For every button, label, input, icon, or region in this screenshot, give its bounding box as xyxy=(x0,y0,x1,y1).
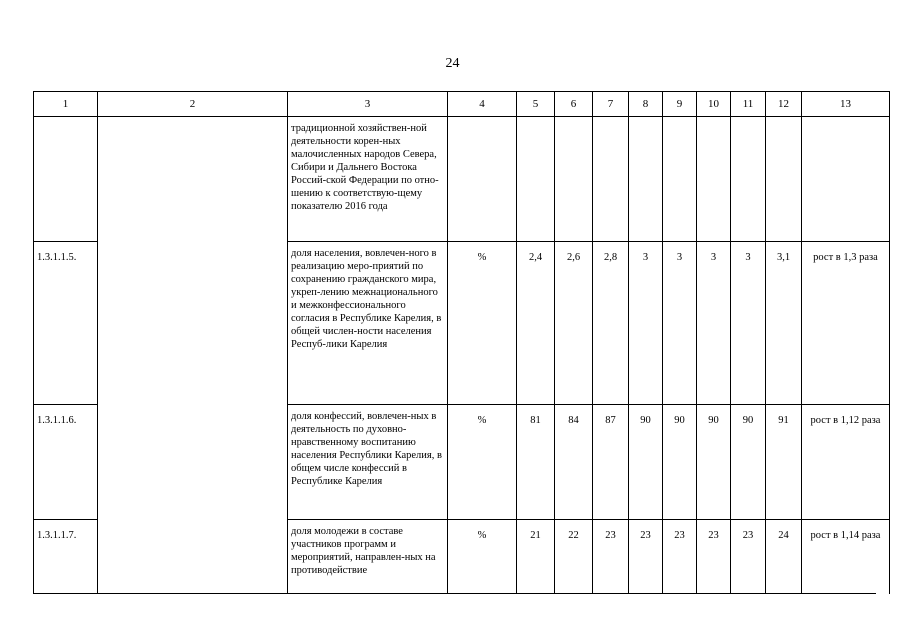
value-cell xyxy=(663,117,697,242)
page-bottom-margin xyxy=(0,594,905,640)
value-cell: 90 xyxy=(697,405,731,520)
value-cell: 90 xyxy=(629,405,663,520)
target-cell: рост в 1,14 раза xyxy=(802,520,890,640)
value-cell xyxy=(766,117,802,242)
value-cell: 90 xyxy=(663,405,697,520)
indicator-code: 1.3.1.1.7. xyxy=(34,520,98,640)
indicator-code: 1.3.1.1.6. xyxy=(34,405,98,520)
header-cell: 4 xyxy=(448,92,517,117)
value-cell xyxy=(697,117,731,242)
unit-cell xyxy=(448,117,517,242)
value-cell: 23 xyxy=(697,520,731,640)
value-cell: 23 xyxy=(731,520,766,640)
value-cell: 84 xyxy=(555,405,593,520)
header-cell: 5 xyxy=(517,92,555,117)
header-cell: 11 xyxy=(731,92,766,117)
header-cell: 8 xyxy=(629,92,663,117)
target-cell: рост в 1,12 раза xyxy=(802,405,890,520)
value-cell: 2,6 xyxy=(555,242,593,405)
header-cell: 3 xyxy=(288,92,448,117)
value-cell: 23 xyxy=(663,520,697,640)
indicator-code: 1.3.1.1.5. xyxy=(34,242,98,405)
value-cell: 3 xyxy=(629,242,663,405)
header-cell: 6 xyxy=(555,92,593,117)
value-cell xyxy=(593,117,629,242)
value-cell: 22 xyxy=(555,520,593,640)
unit-cell: % xyxy=(448,405,517,520)
header-row xyxy=(34,92,890,117)
value-cell: 2,8 xyxy=(593,242,629,405)
header-cell: 9 xyxy=(663,92,697,117)
indicator-code xyxy=(34,117,98,242)
value-cell xyxy=(629,117,663,242)
header-cell: 7 xyxy=(593,92,629,117)
table-bottom-border xyxy=(33,593,876,594)
value-cell: 23 xyxy=(629,520,663,640)
header-cell: 2 xyxy=(98,92,288,117)
page-number: 24 xyxy=(445,56,460,71)
table-row xyxy=(34,117,890,242)
unit-cell: % xyxy=(448,242,517,405)
indicator-text: традиционной хозяйствен-ной деятельности корен-ных малочисленных народов Севера, Сибири и Дальнего Востока Россий-ской Федерации по отно-шению к соответствую-щему показателю 2016 года xyxy=(288,117,448,242)
indicator-text: доля молодежи в составе участников программ и мероприятий, направлен-ных на противодействие xyxy=(288,520,448,640)
header-cell: 10 xyxy=(697,92,731,117)
indicator-text: доля населения, вовлечен-ного в реализацию меро-приятий по сохранению гражданского мира, укреп-лению межнационального и межконфессионального согласия в Республике Карелия, в общей числен-ности населения Респуб-лики Карелия xyxy=(288,242,448,405)
header-cell: 13 xyxy=(802,92,890,117)
value-cell xyxy=(555,117,593,242)
value-cell: 24 xyxy=(766,520,802,640)
value-cell: 2,4 xyxy=(517,242,555,405)
value-cell xyxy=(731,117,766,242)
value-cell: 3 xyxy=(697,242,731,405)
value-cell: 23 xyxy=(593,520,629,640)
value-cell: 21 xyxy=(517,520,555,640)
value-cell: 81 xyxy=(517,405,555,520)
goal-cell xyxy=(98,117,288,640)
value-cell xyxy=(517,117,555,242)
indicators-table xyxy=(33,91,890,640)
header-cell: 1 xyxy=(34,92,98,117)
value-cell: 90 xyxy=(731,405,766,520)
target-cell xyxy=(802,117,890,242)
value-cell: 3 xyxy=(731,242,766,405)
value-cell: 87 xyxy=(593,405,629,520)
unit-cell: % xyxy=(448,520,517,640)
value-cell: 3,1 xyxy=(766,242,802,405)
value-cell: 3 xyxy=(663,242,697,405)
target-cell: рост в 1,3 раза xyxy=(802,242,890,405)
header-cell: 12 xyxy=(766,92,802,117)
value-cell: 91 xyxy=(766,405,802,520)
indicator-text: доля конфессий, вовлечен-ных в деятельность по духовно-нравственному воспитанию населения Республики Карелия, в общем числе конфессий в Республике Карелия xyxy=(288,405,448,520)
